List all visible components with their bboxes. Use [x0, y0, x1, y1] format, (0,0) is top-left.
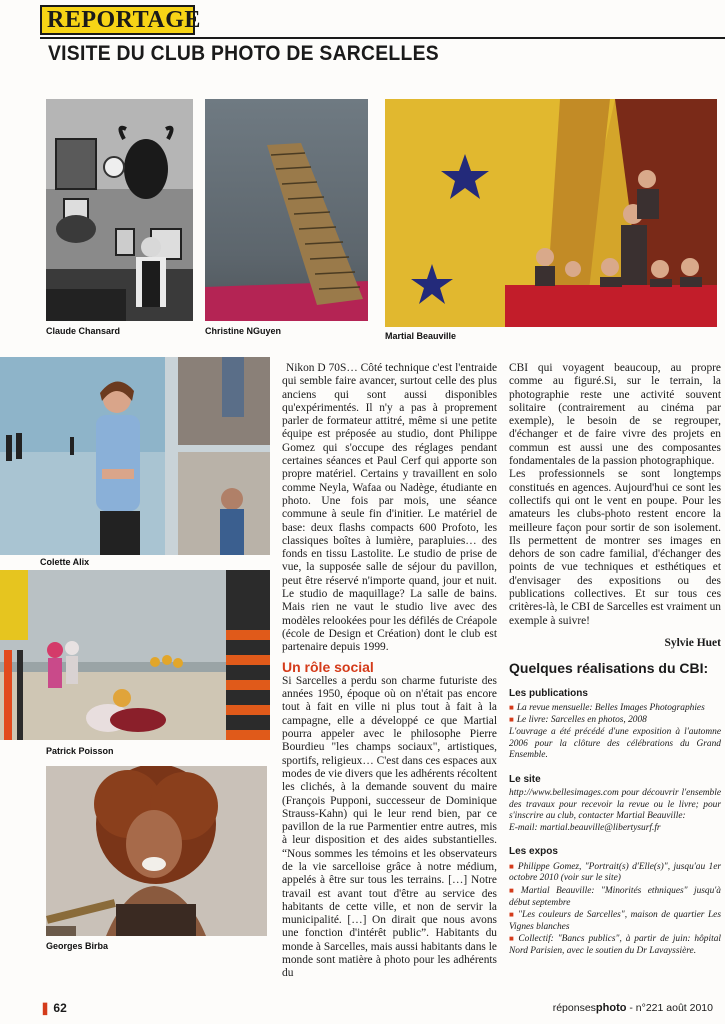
page-marker-icon: ❚: [40, 1001, 51, 1015]
photo-portrait-woman: [46, 766, 267, 936]
expo-item: ■ Collectif: "Bancs publics", à partir de juin: hôpital Nord Parisien, avec le soutien du Dr Lavayssière.: [509, 934, 721, 956]
section-tag: REPORTAGE: [40, 5, 195, 35]
bullet-icon: ■: [509, 885, 518, 895]
caption-photo5: Patrick Poisson: [46, 746, 114, 756]
bullet-icon: ■: [509, 861, 515, 871]
photo-beach-costumes: [0, 570, 270, 740]
paragraph-social: Si Sarcelles a perdu son charme futuriste des années 1950, époque où on n'était pas encore tout à fait en ville ni plus tout à fait à la campagne, elle a développé ce que Martial pourra appeler avec le philosophe Pierre Bourdieu "les champs sociaux", artistiques, sportifs, religieux… C'est dans ces espaces aux modes de vie divers que les adhérents récoltent les clichés, à la demande souvent du maire (François Pupponi, successeur de Dominique Strauss-Kahn) qui le leur rend bien, par ce pavillon de la rue Parmentier entre autres, mis à leur disposition et des aides substantielles. “Nous sommes les témoins et les observateurs de la vie sarcelloise grâce à notre médium, appelés à être sur tous les terrains. […] Notre travail est avant tout d'être au service des habitants de cette ville, et non de servir la municipalité. […] On dirait que nous avons une fonction d'intérêt public”. Habitants du monde à Sarcelles, mais aussi habitants dans le monde sont matière à photo pour les adhérents du: [282, 674, 497, 980]
bullet-icon: ■: [509, 715, 514, 725]
photo-circus-tent: [385, 99, 717, 327]
page-number: ❚ 62: [40, 1001, 67, 1015]
contact-email: E-mail: martial.beauville@libertysurf.fr: [509, 822, 661, 833]
bullet-icon: ■: [509, 702, 514, 712]
header-rule: [40, 37, 725, 39]
article-title: VISITE DU CLUB PHOTO DE SARCELLES: [48, 42, 439, 65]
sidebar-publications-heading: Les publications: [509, 687, 588, 699]
site-description: http://www.bellesimages.com pour découvrir l'ensemble des travaux pour recevoir la revue ou le livre; pour s'inscrire au club, contacter Martial Beauville:: [509, 788, 721, 822]
photo-bw-interior: [46, 99, 193, 321]
expo-item: ■ Philippe Gomez, "Portrait(s) d'Elle(s)", jusqu'au 1er octobre 2010 (voir sur le site): [509, 861, 721, 884]
subhead-social-role: Un rôle social: [282, 658, 374, 675]
sidebar-site-heading: Le site: [509, 773, 541, 785]
bullet-icon: ■: [509, 910, 516, 920]
publication-item: ■ Le livre: Sarcelles en photos, 2008: [509, 715, 647, 726]
sidebar-title: Quelques réalisations du CBI:: [509, 660, 709, 677]
caption-photo3: Martial Beauville: [385, 331, 457, 341]
caption-photo6: Georges Birba: [46, 941, 109, 951]
sidebar-expos-heading: Les expos: [509, 846, 558, 858]
paragraph-clubs: Les professionnels se sont longtemps constitués en agences. Aujourd'hui ce sont les collectifs qui ont le vent en poupe. Pour les amateurs les clubs-photo restent encore la meilleure façon pour sortir de son isolement. Ils permettent de montrer ses images en dehors de son cadre familial, d'échanger des points de vue techniques et esthétiques et d'envisager des expositions ou des publications collectives. Et sur tous ces critères-là, le CBI de Sarcelles est vraiment un exemple à suivre!: [509, 468, 721, 627]
caption-photo2: Christine NGuyen: [205, 326, 282, 336]
paragraph-community: CBI qui voyagent beaucoup, au propre comme au figuré.Si, sur le terrain, la photographie reste une activité souvent solitaire (contrairement au cinéma par exemple), le besoin de se regrouper, d'échanger et de faire vivre des projets en commun est aussi une des composantes fondamentales de la passion photographique.: [509, 362, 721, 468]
publication-item: ■ La revue mensuelle: Belles Images Photographies: [509, 702, 705, 713]
caption-photo4: Colette Alix: [40, 557, 90, 567]
caption-photo1: Claude Chansard: [46, 326, 121, 336]
photo-raft: [205, 99, 368, 321]
article-column-1: [282, 362, 497, 981]
expo-item: ■ "Les couleurs de Sarcelles", maison de quartier Les Vignes blanches: [509, 910, 721, 932]
publication-note: L'ouvrage a été précédé d'une exposition à l'automne 2006 pour la clôture des célébrations du Grand Ensemble.: [509, 727, 721, 761]
bullet-icon: ■: [509, 934, 516, 944]
author-signature: Sylvie Huet: [664, 636, 721, 649]
paragraph-technique: Nikon D 70S… Côté technique c'est l'entraide qui semble faire avancer, surtout celle des plus anciens qui sont aussi disponibles qu'expérimentés. Il n'y a pas à proprement parler de formateur attitré, même si une petite équipe est préposée au studio, dont Philippe Gomez qui s'occupe des réglages pendant certaines séances et Paul Cerf qui apporte son propre matériel. Certains y travaillent en solo comme Neyla, Wafaa ou Nadège, étudiante en photo. Une fois par mois, une séance commune à seule fin d'initier. Le matériel de base: deux flashs compacts 600 Profoto, les classiques boîtes à lumière, parapluies… des fonds en tissu Lastolite. Le studio de prise de vue, la supposée salle de séjour du pavillon, peut être réservé n'importe quand, jour et nuit. Le studio de maquillage? La salle de bains. Mais rien ne vaut le studio live avec des modèles relookées pour les défilés de Créapole (école de Design et Création) dont le club est partenaire depuis 1999.: [282, 362, 497, 654]
article-column-2: [509, 362, 721, 958]
photo-young-man: [0, 357, 270, 555]
magazine-footer: réponsesphoto - n°221 août 2010: [552, 1002, 713, 1014]
expo-item: ■ Martial Beauville: "Minorités ethniques" jusqu'à début septembre: [509, 885, 721, 908]
